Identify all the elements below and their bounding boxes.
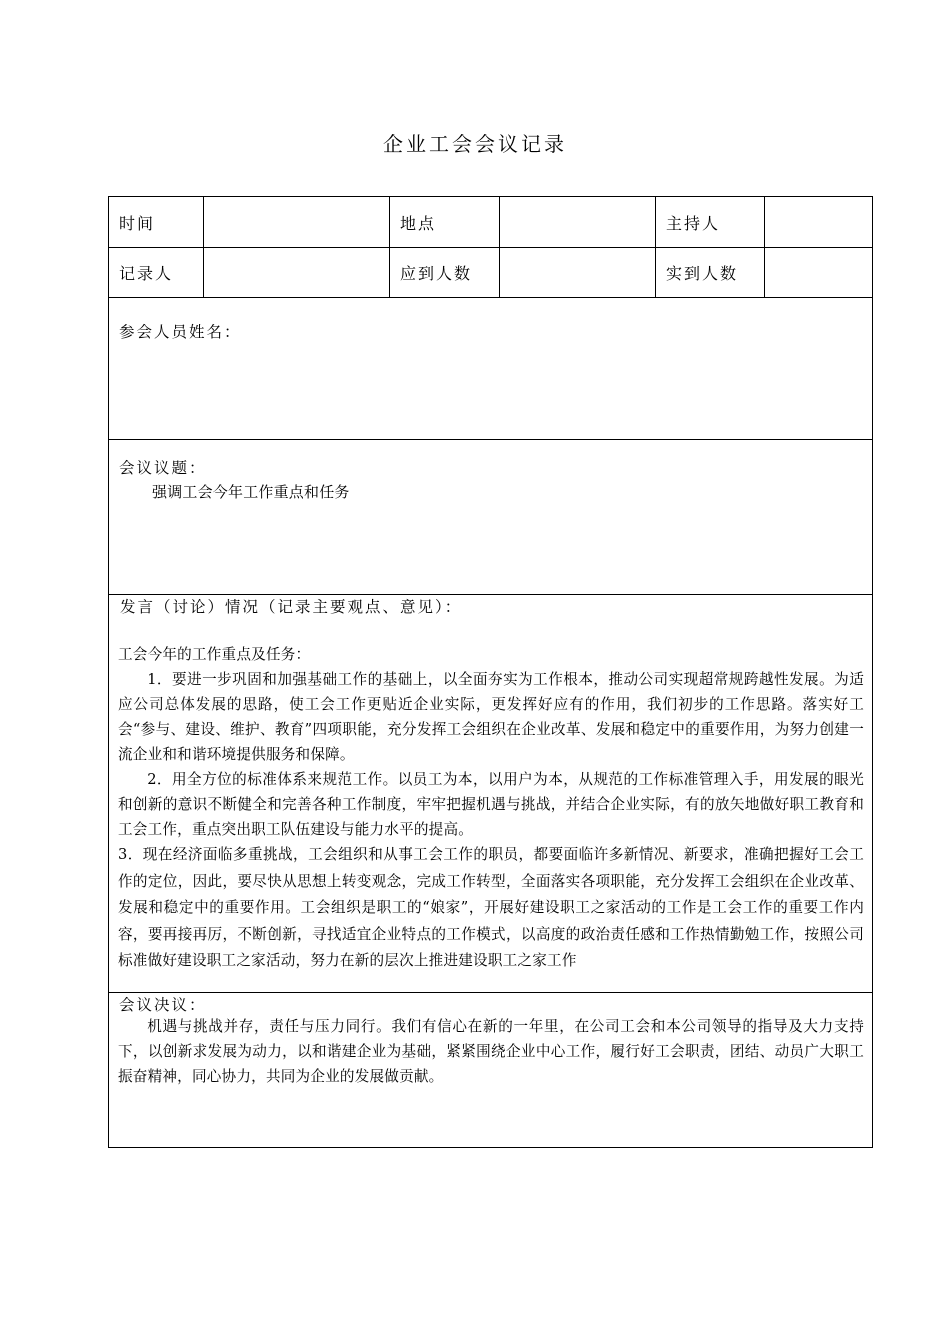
topic-section [109, 440, 872, 595]
discussion-intro: 工会今年的工作重点及任务： [118, 646, 311, 663]
actual-count-label: 实到人数 [656, 248, 765, 297]
place-label: 地点 [390, 197, 500, 247]
header-row-1 [109, 197, 872, 248]
header-row-2 [109, 248, 872, 298]
expected-count-field[interactable] [500, 248, 656, 297]
topic-text: 强调工会今年工作重点和任务 [152, 483, 350, 501]
discussion-point-3: 3．现在经济面临多重挑战，工会组织和从事工会工作的职员，都要面临许多新情况、新要求，准确把握好工会工作的定位，因此，要尽快从思想上转变观念，完成工作转型，全面落实各项职能，充分发挥工会组织在企业改革、发展和稳定中的重要作用。工会组织是职工的“娘家”，开展好建设职工之家活动的工作是工会工作的重要工作内容，要再接再厉，不断创新，寻找适宜企业特点的工作模式，以高度的政治责任感和工作热情勤勉工作，按照公司标准做好建设职工之家活动，努力在新的层次上推进建设职工之家工作 [118, 846, 864, 969]
time-value-field[interactable] [204, 197, 390, 247]
discussion-point-2: 2．用全方位的标准体系来规范工作。以员工为本，以用户为本，从规范的工作标准管理入手，用发展的眼光和创新的意识不断健全和完善各种工作制度，牢牢把握机遇与挑战，并结合企业实际，有的放矢地做好职工教育和工会工作，重点突出职工队伍建设与能力水平的提高。 [118, 771, 864, 838]
discussion-body [118, 642, 864, 975]
meeting-record-table [108, 196, 873, 1148]
recorder-label: 记录人 [109, 248, 204, 297]
time-label: 时间 [109, 197, 204, 247]
recorder-value-field[interactable] [204, 248, 390, 297]
discussion-label: 发言（讨论）情况（记录主要观点、意见）： [120, 598, 463, 616]
host-value-field[interactable] [765, 197, 873, 247]
actual-count-field[interactable] [765, 248, 873, 297]
document-title: 企业工会会议记录 [383, 132, 567, 156]
discussion-point-1: 1．要进一步巩固和加强基础工作的基础上，以全面夯实为工作根本，推动公司实现超常规跨越性发展。为适应公司总体发展的思路，使工会工作更贴近企业实际，更发挥好应有的作用，我们初步的工作思路。落实好工会“参与、建设、维护、教育”四项职能，充分发挥工会组织在企业改革、发展和稳定中的重要作用，为努力创建一流企业和和谐环境提供服务和保障。 [118, 671, 864, 763]
resolution-section [109, 993, 872, 1148]
attendees-label: 参会人员姓名： [119, 323, 242, 341]
resolution-label: 会议决议： [119, 996, 207, 1014]
topic-label: 会议议题： [119, 459, 207, 477]
host-label: 主持人 [656, 197, 765, 247]
place-value-field[interactable] [500, 197, 656, 247]
discussion-section [109, 595, 872, 993]
resolution-text: 机遇与挑战并存，责任与压力同行。我们有信心在新的一年里，在公司工会和本公司领导的指导及大力支持下，以创新求发展为动力，以和谐建企业为基础，紧紧围绕企业中心工作，履行好工会职责，团结、动员广大职工振奋精神，同心协力，共同为企业的发展做贡献。 [118, 1018, 864, 1085]
expected-count-label: 应到人数 [390, 248, 500, 297]
attendees-section [109, 298, 872, 440]
